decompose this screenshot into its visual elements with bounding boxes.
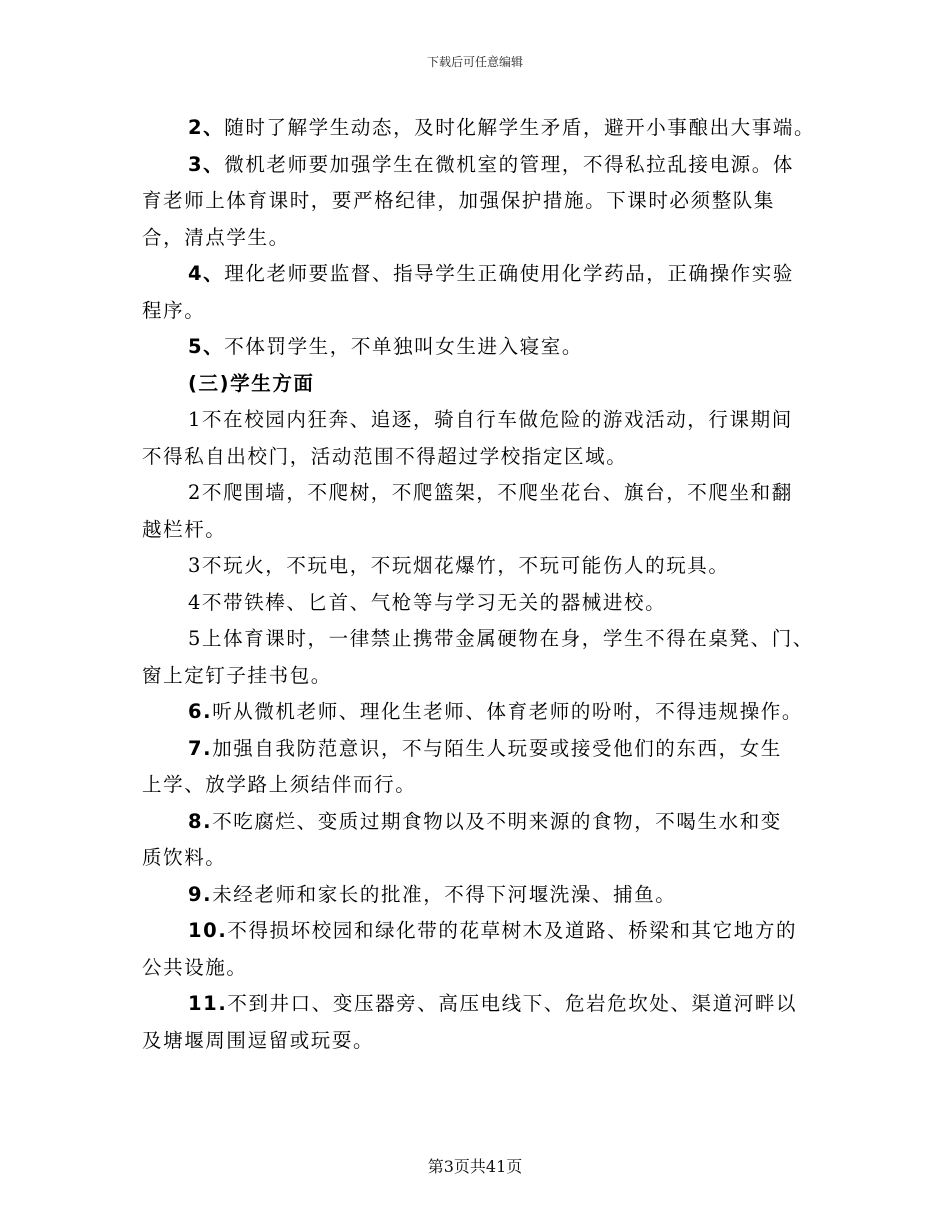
text-line xyxy=(142,986,822,1023)
item-number: 6. xyxy=(188,700,213,723)
line-text: 及塘堰周围逗留或玩耍。 xyxy=(142,1028,375,1052)
line-text: 4不带铁棒、匕首、气枪等与学习无关的器械进校。 xyxy=(188,590,667,614)
text-line xyxy=(142,439,822,476)
line-text: 合，清点学生。 xyxy=(142,225,290,249)
line-text: 随时了解学生动态，及时化解学生矛盾，避开小事酿出大事端。 xyxy=(224,116,816,139)
line-text: 质饮料。 xyxy=(142,846,227,869)
text-line xyxy=(142,950,822,987)
section-heading xyxy=(142,366,822,403)
text-line xyxy=(142,147,822,184)
line-text: 育老师上体育课时，要严格纪律，加强保护措施。下课时必须整队集 xyxy=(142,189,776,212)
text-line xyxy=(142,548,822,585)
item-number: 3、 xyxy=(188,152,225,176)
line-text: 公共设施。 xyxy=(142,955,248,979)
text-line xyxy=(142,293,822,330)
item-number: 11. xyxy=(188,992,228,1015)
text-line xyxy=(142,329,822,366)
line-text: 不吃腐烂、变质过期食物以及不明来源的食物，不喝生水和变 xyxy=(212,809,782,833)
text-line xyxy=(142,402,822,439)
line-text: 5上体育课时，一律禁止携带金属硬物在身，学生不得在桌凳、门、 xyxy=(188,627,814,650)
item-number: 8. xyxy=(188,809,213,833)
text-line xyxy=(142,840,822,877)
page-footer: 第3页共41页 xyxy=(427,1157,523,1176)
text-line xyxy=(142,804,822,841)
line-text: 不体罚学生，不单独叫女生进入寝室。 xyxy=(224,335,583,358)
line-text: 越栏杆。 xyxy=(142,517,227,541)
text-line xyxy=(142,475,822,512)
text-line xyxy=(142,220,822,257)
item-number: 7. xyxy=(188,736,213,760)
text-line xyxy=(142,512,822,549)
line-text: 窗上定钉子挂书包。 xyxy=(142,663,332,687)
item-number: 5、 xyxy=(188,335,225,358)
line-text: 不得私自出校门，活动范围不得超过学校指定区域。 xyxy=(142,444,628,468)
line-text: 加强自我防范意识，不与陌生人玩耍或接受他们的东西，女生 xyxy=(212,736,782,760)
item-number: 2、 xyxy=(188,116,225,139)
line-text: 不到井口、变压器旁、高压电线下、危岩危坎处、渠道河畔以 xyxy=(227,992,798,1015)
heading-text: (三)学生方面 xyxy=(188,371,315,395)
line-text: 2不爬围墙，不爬树，不爬篮架，不爬坐花台、旗台，不爬坐和翻 xyxy=(188,481,793,504)
text-line xyxy=(142,767,822,804)
item-number: 10. xyxy=(188,919,228,942)
text-line xyxy=(142,658,822,695)
text-line xyxy=(142,621,822,658)
line-text: 3不玩火，不玩电，不玩烟花爆竹，不玩可能伤人的玩具。 xyxy=(188,554,730,577)
line-text: 未经老师和家长的批准，不得下河堰洗澡、捕鱼。 xyxy=(212,882,677,906)
text-line xyxy=(142,913,822,950)
line-text: 上学、放学路上须结伴而行。 xyxy=(142,773,417,796)
text-line xyxy=(142,183,822,220)
line-text: 程序。 xyxy=(142,298,206,322)
page-header: 下载后可任意编辑 xyxy=(426,55,523,69)
line-text: 理化老师要监督、指导学生正确使用化学药品，正确操作实验 xyxy=(224,262,794,285)
item-number: 4、 xyxy=(188,262,225,285)
item-number: 9. xyxy=(188,882,213,906)
text-line xyxy=(142,256,822,293)
document-body xyxy=(142,110,822,1059)
text-line xyxy=(142,694,822,731)
text-line xyxy=(142,731,822,768)
text-line xyxy=(142,877,822,914)
line-text: 不得损坏校园和绿化带的花草树木及道路、桥梁和其它地方的 xyxy=(227,919,798,942)
text-line xyxy=(142,1023,822,1060)
line-text: 微机老师要加强学生在微机室的管理，不得私拉乱接电源。体 xyxy=(224,152,794,176)
text-line xyxy=(142,585,822,622)
line-text: 听从微机老师、理化生老师、体育老师的吩咐，不得违规操作。 xyxy=(212,700,803,723)
text-line xyxy=(142,110,822,147)
line-text: 1不在校园内狂奔、追逐，骑自行车做危险的游戏活动，行课期间 xyxy=(188,408,793,431)
